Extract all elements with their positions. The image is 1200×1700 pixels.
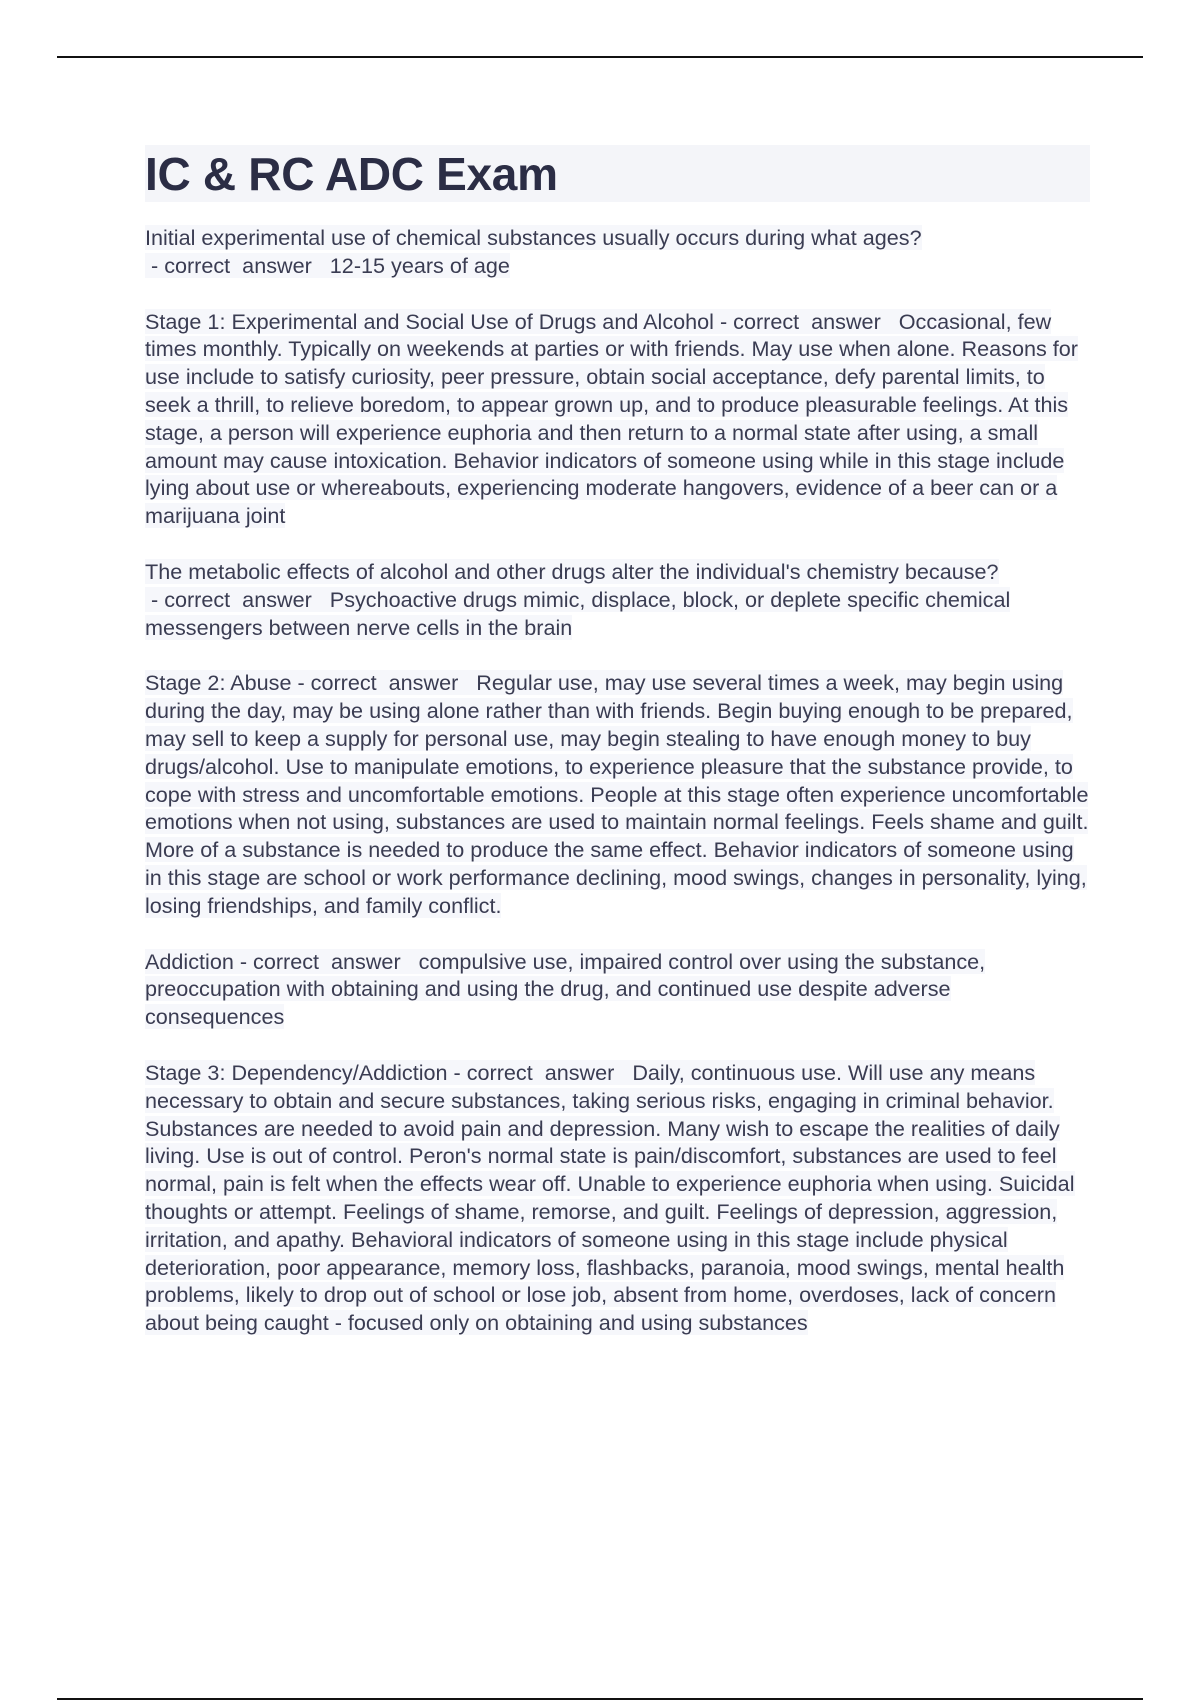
- answer: 12-15 years of age: [329, 252, 510, 278]
- answer: compulsive use, impaired control over using the substance, preoccupation with obtaining and using the drug, and continued use despite adverse consequences: [145, 948, 986, 1030]
- answer: Occasional, few times monthly. Typically on weekends at parties or with friends. May use when alone. Reasons for use include to satisfy curiosity, peer pressure, obtain social acceptance, defy parental limits, to seek a thrill, to relieve boredom, to appear grown up, and to produce pleasurable feelings. At this stage, a person will experience euphoria and then return to a normal state after using, a small amount may cause intoxication. Behavior indicators of someone using while in this stage include lying about use or whereabouts, experiencing moderate hangovers, evidence of a beer can or a marijuana joint: [145, 308, 1078, 529]
- question: Addiction: [145, 948, 234, 974]
- answer-separator: - correct answer: [145, 252, 330, 278]
- qa-entry-2: [145, 308, 1090, 530]
- answer: Daily, continuous use. Will use any means necessary to obtain and secure substances, taking serious risks, engaging in criminal behavior. Substances are needed to avoid pain and depression. Many wish to escape the realities of daily living. Use is out of control. Peron's normal state is pain/discomfort, substances are used to feel normal, pain is felt when the effects wear off. Unable to experience euphoria when using. Suicidal thoughts or attempt. Feelings of shame, remorse, and guilt. Feelings of depression, aggression, irritation, and apathy. Behavioral indicators of someone using in this stage include physical deterioration, poor appearance, memory loss, flashbacks, paranoia, mood swings, mental health problems, likely to drop out of school or lose job, absent from home, overdoses, lack of concern about being caught - focused only on obtaining and using substances: [145, 1059, 1075, 1336]
- answer-separator: - correct answer: [713, 308, 899, 334]
- answer: Psychoactive drugs mimic, displace, block, or deplete specific chemical messengers between nerve cells in the brain: [145, 586, 1011, 640]
- page-content: [145, 145, 1090, 1365]
- question: Stage 2: Abuse: [145, 670, 292, 696]
- question: The metabolic effects of alcohol and other drugs alter the individual's chemistry because?: [145, 558, 999, 584]
- page-title: IC & RC ADC Exam: [145, 148, 558, 200]
- question: Initial experimental use of chemical substances usually occurs during what ages?: [145, 225, 922, 250]
- answer-separator: - correct answer: [447, 1059, 633, 1085]
- question: Stage 3: Dependency/Addiction: [145, 1059, 448, 1085]
- answer: Regular use, may use several times a week, may begin using during the day, may be using alone rather than with friends. Begin buying enough to be prepared, may sell to keep a supply for personal use, may begin stealing to have enough money to buy drugs/alcohol. Use to manipulate emotions, to experience pleasure that the substance provide, to cope with stress and uncomfortable emotions. People at this stage often experience uncomfortable emotions when not using, substances are used to maintain normal feelings. Feels shame and guilt. More of a substance is needed to produce the same effect. Behavior indicators of someone using in this stage are school or work performance declining, mood swings, changes in personality, lying, losing friendships, and family conflict.: [145, 670, 1089, 918]
- title-band: [145, 145, 1090, 202]
- qa-entry-1: [145, 224, 1090, 280]
- qa-entry-3: [145, 558, 1090, 641]
- answer-separator: - correct answer: [291, 670, 477, 696]
- question: Stage 1: Experimental and Social Use of Drugs and Alcohol: [145, 308, 714, 334]
- qa-entry-5: [145, 948, 1090, 1031]
- answer-separator: - correct answer: [145, 586, 330, 612]
- qa-entry-6: [145, 1059, 1090, 1337]
- answer-separator: - correct answer: [233, 948, 419, 974]
- top-rule: [57, 56, 1143, 58]
- qa-list: [145, 224, 1090, 1337]
- qa-entry-4: [145, 669, 1090, 919]
